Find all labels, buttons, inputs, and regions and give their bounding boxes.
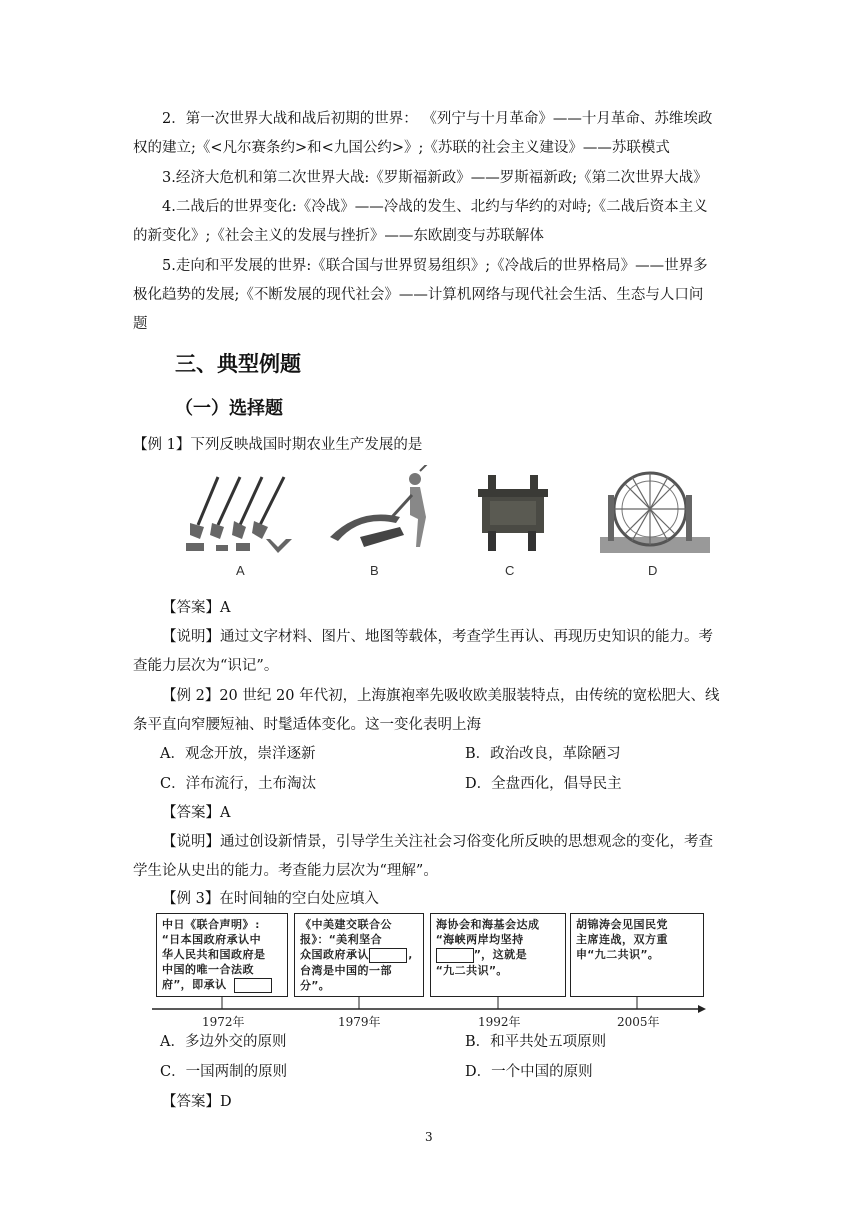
figure-label-b: B xyxy=(370,563,379,578)
example2-option-a: A．观念开放，崇洋逐新 xyxy=(160,746,316,762)
blank-box xyxy=(436,948,474,963)
subsection-heading: （一）选择题 xyxy=(175,398,283,419)
blank-box xyxy=(234,978,272,993)
page-number: 3 xyxy=(425,1130,433,1144)
example2-question-line1: 【例 2】20 世纪 20 年代初，上海旗袍率先吸收欧美服装特点，由传统的宽松肥大、线 xyxy=(162,688,720,704)
section-heading: 三、典型例题 xyxy=(175,352,301,376)
timeline-figure xyxy=(150,913,710,1033)
example3-option-a: A．多边外交的原则 xyxy=(160,1034,287,1050)
example2-answer: 【答案】A xyxy=(162,805,231,821)
paragraph-item5-line1: 5.走向和平发展的世界:《联合国与世界贸易组织》;《冷战后的世界格局》——世界多 xyxy=(162,258,708,274)
timeline-box-1972: 中日《联合声明》: “日本国政府承认中 华人民共和国政府是 中国的唯一合法政 府”，即承认 xyxy=(156,913,288,997)
plough-ox-image xyxy=(320,465,435,560)
example3-question: 【例 3】在时间轴的空白处应填入 xyxy=(162,891,379,907)
farm-tools-image xyxy=(180,465,310,560)
paragraph-item5-line3: 题 xyxy=(133,316,148,332)
paragraph-item2-line1: 2．第一次世界大战和战后初期的世界： 《列宁与十月革命》——十月革命、苏维埃政 xyxy=(162,111,713,127)
example1-figures xyxy=(180,465,710,585)
example3-option-d: D．一个中国的原则 xyxy=(465,1064,593,1080)
timeline-box-1979: 《中美建交联合公 报》：“美利坚合 众国政府承认 , 台湾是中国的一部 分”。 xyxy=(294,913,424,997)
timeline-box-1992: 海协会和海基会达成 “海峡两岸均坚持 ”，这就是 “九二共识”。 xyxy=(430,913,566,997)
timeline-year-1979: 1979年 xyxy=(338,1015,381,1029)
figure-label-c: C xyxy=(505,563,515,578)
paragraph-item5-line2: 极化趋势的发展;《不断发展的现代社会》——计算机网络与现代社会生活、生态与人口问 xyxy=(133,287,704,303)
paragraph-item4-line2: 的新变化》;《社会主义的发展与挫折》——东欧剧变与苏联解体 xyxy=(133,228,544,244)
timeline-year-2005: 2005年 xyxy=(617,1015,660,1029)
timeline-year-1992: 1992年 xyxy=(478,1015,521,1029)
example2-option-b: B．政治改良，革除陋习 xyxy=(465,746,621,762)
bronze-ding-image xyxy=(470,465,555,560)
example2-question-line2: 条平直向窄腰短袖、时髦适体变化。这一变化表明上海 xyxy=(133,717,481,733)
example2-option-c: C．洋布流行，土布淘汰 xyxy=(160,776,317,792)
example1-explain-line2: 查能力层次为“识记”。 xyxy=(133,658,279,674)
example3-answer: 【答案】D xyxy=(162,1094,232,1110)
example2-explain-line1: 【说明】通过创设新情景，引导学生关注社会习俗变化所反映的思想观念的变化，考查 xyxy=(162,834,713,850)
figure-label-a: A xyxy=(236,563,245,578)
timeline-box-2005: 胡锦涛会见国民党 主席连战，双方重 申“九二共识”。 xyxy=(570,913,704,997)
example2-explain-line2: 学生论从史出的能力。考查能力层次为“理解”。 xyxy=(133,863,438,879)
paragraph-item3: 3.经济大危机和第二次世界大战:《罗斯福新政》——罗斯福新政;《第二次世界大战》 xyxy=(162,170,708,186)
example1-explain-line1: 【说明】通过文字材料、图片、地图等载体，考查学生再认、再现历史知识的能力。考 xyxy=(162,629,713,645)
paragraph-item2-line2: 权的建立;《<凡尔赛条约>和<九国公约>》;《苏联的社会主义建设》——苏联模式 xyxy=(133,140,670,156)
example1-answer: 【答案】A xyxy=(162,600,231,616)
example2-option-d: D．全盘西化，倡导民主 xyxy=(465,776,622,792)
figure-label-d: D xyxy=(648,563,658,578)
timeline-year-1972: 1972年 xyxy=(202,1015,245,1029)
blank-box xyxy=(369,948,407,963)
paragraph-item4-line1: 4.二战后的世界变化:《冷战》——冷战的发生、北约与华约的对峙;《二战后资本主义 xyxy=(162,199,708,215)
water-wheel-image xyxy=(600,465,710,560)
example3-option-c: C．一国两制的原则 xyxy=(160,1064,288,1080)
example1-question: 【例 1】下列反映战国时期农业生产发展的是 xyxy=(133,437,423,453)
example3-option-b: B．和平共处五项原则 xyxy=(465,1034,607,1050)
